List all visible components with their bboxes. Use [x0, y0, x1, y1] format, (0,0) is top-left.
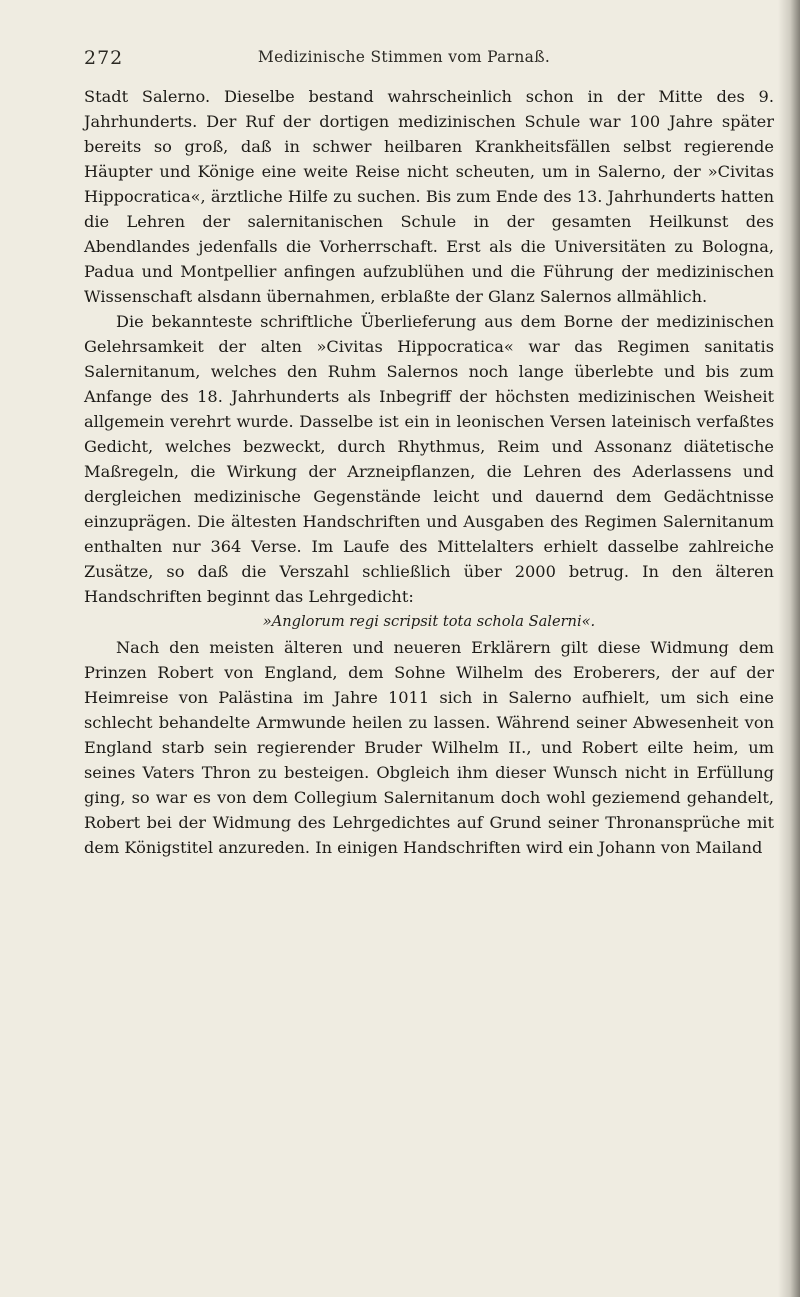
page-number: 272 — [84, 47, 124, 69]
latin-quote: »Anglorum regi scripsit tota schola Salerni«. — [262, 613, 596, 630]
page-header — [84, 44, 724, 72]
page-edge-shadow — [778, 0, 800, 1297]
paragraph-regimen-sanitatis: Die bekannteste schriftliche Überlieferung aus dem Borne der medizinischen Gelehrsamkeit der alten »Civitas Hippocratica« war das Regimen sanitatis Salernitanum, welches den Ruhm Salernos noch lange überlebte und bis zum Anfange des 18. Jahrhunderts als Inbegriff der höchsten medizinischen Weisheit allgemein verehrt wurde. Dasselbe ist ein in leonischen Versen lateinisch verfaßtes Gedicht, welches bezweckt, durch Rhythmus, Reim und Assonanz diätetische Maßregeln, die Wirkung der Arzneipflanzen, die Lehren des Aderlassens und dergleichen medizinische Gegenstände leicht und dauernd dem Gedächtnisse einzuprägen. Die ältesten Handschriften und Ausgaben des Regimen Salernitanum enthalten nur 364 Verse. Im Laufe des Mittelalters erhielt dasselbe zahlreiche Zusätze, so daß die Verszahl schließlich über 2000 betrug. In den älteren Handschriften beginnt das Lehrgedicht: — [84, 312, 774, 606]
running-title: Medizinische Stimmen vom Parnaß. — [257, 48, 551, 66]
paragraph-dedication: Nach den meisten älteren und neueren Erklärern gilt diese Widmung dem Prinzen Robert von England, dem Sohne Wilhelm des Eroberers, der auf der Heimreise von Palästina im Jahre 1011 sich in Salerno aufhielt, um sich eine schlecht behandelte Armwunde heilen zu lassen. Während seiner Abwesenheit von England starb sein regierender Bruder Wilhelm II., und Robert eilte heim, um seines Vaters Thron zu besteigen. Obgleich ihm dieser Wunsch nicht in Erfüllung ging, so war es von dem Collegium Salernitanum doch wohl geziemend gehandelt, Robert bei der Widmung des Lehrgedichtes auf Grund seiner Thronansprüche mit dem Königstitel anzureden. In einigen Handschriften wird ein Johann von Mailand — [84, 638, 774, 857]
body-text — [84, 84, 774, 860]
paragraph-salerno-history: Stadt Salerno. Dieselbe bestand wahrscheinlich schon in der Mitte des 9. Jahrhunderts. Der Ruf der dortigen medizinischen Schule war 100 Jahre später bereits so groß, daß in schwer heilbaren Krankheitsfällen selbst regierende Häupter und Könige eine weite Reise nicht scheuten, um in Salerno, der »Civitas Hippocratica«, ärztliche Hilfe zu suchen. Bis zum Ende des 13. Jahrhunderts hatten die Lehren der salernitanischen Schule in der gesamten Heilkunst des Abendlandes jedenfalls die Vorherrschaft. Erst als die Universitäten zu Bologna, Padua und Montpellier anfingen aufzublühen und die Führung der medizinischen Wissenschaft alsdann übernahmen, erblaßte der Glanz Salernos allmählich. — [84, 87, 774, 306]
